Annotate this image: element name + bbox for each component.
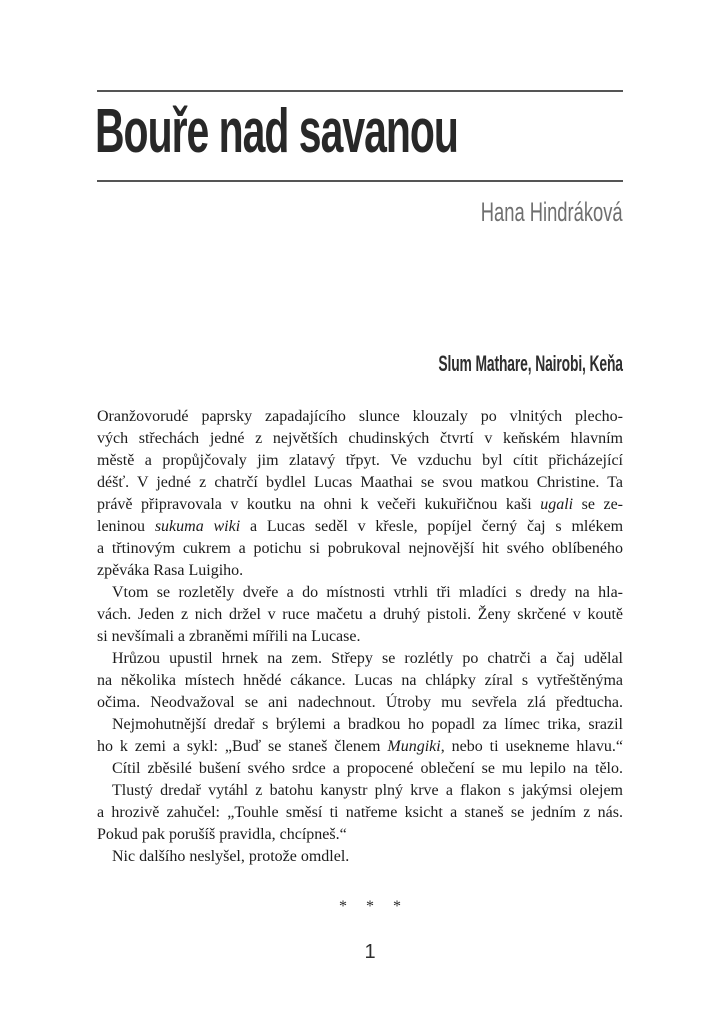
text-segment: , nebo ti usekneme hlavu.“ [440, 738, 623, 755]
body-paragraph [97, 846, 623, 868]
body-line [97, 714, 623, 736]
body-paragraph [97, 582, 623, 648]
text-segment: Pokud pak porušíš pravidla, chcípneš.“ [97, 826, 347, 843]
text-segment: déšť. V jedné z chatrčí bydlel Lucas Maathai se svou matkou Christine. Ta [97, 474, 623, 491]
body-line [97, 560, 623, 582]
body-line [97, 516, 623, 538]
text-segment: se ze- [573, 496, 623, 513]
body-line [97, 538, 623, 560]
text-segment: na několika místech hnědé cákance. Lucas na chlápky zíral s vytřeštěnýma [97, 672, 623, 689]
page-number: 1 [364, 941, 376, 963]
italic-term: Mungiki [387, 738, 441, 755]
text-segment: Vtom se rozletěly dveře a do místnosti vtrhli tři mladíci s dredy na hla- [112, 584, 623, 601]
body-line [97, 582, 623, 604]
body-line [97, 472, 623, 494]
chapter-title: Bouře nad savanou [95, 97, 458, 166]
asterisk: * [393, 898, 401, 915]
body-line [97, 736, 623, 758]
body-line [97, 802, 623, 824]
body-line [97, 846, 623, 868]
author-name: Hana Hindráková [481, 197, 623, 227]
body-line [97, 758, 623, 780]
body-paragraph [97, 714, 623, 758]
asterisk: * [366, 898, 374, 915]
body-paragraph [97, 780, 623, 846]
dateline: Slum Mathare, Nairobi, Keňa [438, 351, 623, 376]
section-separator [107, 896, 633, 918]
body-line [97, 428, 623, 450]
text-segment: Cítil zběsilé bušení svého srdce a propocené oblečení se mu lepilo na tělo. [112, 760, 623, 777]
text-segment: městě a propůjčovaly jim zlatavý třpyt. Ve vzduchu byl cítit přicházející [97, 452, 623, 469]
body-line [97, 626, 623, 648]
asterisk: * [339, 898, 347, 915]
body-line [97, 692, 623, 714]
body-line [97, 494, 623, 516]
body-line [97, 824, 623, 846]
body-line [97, 604, 623, 626]
text-segment: a hrozivě zahučel: „Touhle směsí ti natřeme ksicht a staneš se jedním z nás. [97, 804, 623, 821]
text-segment: si nevšímali a zbraněmi mířili na Lucase. [97, 628, 361, 645]
body-line [97, 780, 623, 802]
text-segment: leninou [97, 518, 155, 535]
text-segment: a Lucas seděl v křesle, popíjel černý čaj s mlékem [240, 518, 624, 535]
body-line [97, 648, 623, 670]
body-line [97, 450, 623, 472]
body-paragraph [97, 758, 623, 780]
text-segment: Tlustý dredař vytáhl z batohu kanystr plný krve a flakon s jakýmsi olejem [112, 782, 623, 799]
text-segment: právě připravovala v koutku na ohni k večeři kukuřičnou kaši [97, 496, 541, 513]
text-segment: ho k zemi a sykl: „Buď se staneš členem [97, 738, 388, 755]
text-segment: a třtinovým cukrem a potichu si pobrukoval nejnovější hit svého oblíbeného [97, 540, 623, 557]
text-segment: Nejmohutnější dredař s brýlemi a bradkou ho popadl za límec trika, srazil [112, 716, 623, 733]
body-paragraph [97, 648, 623, 714]
body-line [97, 670, 623, 692]
text-segment: zpěváka Rasa Luigiho. [97, 562, 244, 579]
text-segment: vých střechách jedné z největších chudinských čtvrtí v keňském hlavním [97, 430, 623, 447]
title-rule [97, 180, 623, 182]
italic-term: sukuma wiki [154, 518, 241, 535]
text-segment: očima. Neodvažoval se ani nadechnout. Útroby mu sevřela zlá předtucha. [97, 694, 623, 711]
text-segment: Oranžovorudé paprsky zapadajícího slunce klouzaly po vlnitých plecho- [97, 408, 623, 425]
text-segment: vách. Jeden z nich držel v ruce mačetu a druhý pistoli. Ženy skrčené v koutě [97, 606, 623, 623]
body-line [97, 406, 623, 428]
text-segment: Hrůzou upustil hrnek na zem. Střepy se rozlétly po chatrči a čaj udělal [112, 650, 623, 667]
body-paragraph [97, 406, 623, 582]
text-segment: Nic dalšího neslyšel, protože omdlel. [112, 848, 350, 865]
italic-term: ugali [540, 496, 574, 513]
body-text [97, 406, 623, 868]
top-rule [97, 90, 623, 92]
